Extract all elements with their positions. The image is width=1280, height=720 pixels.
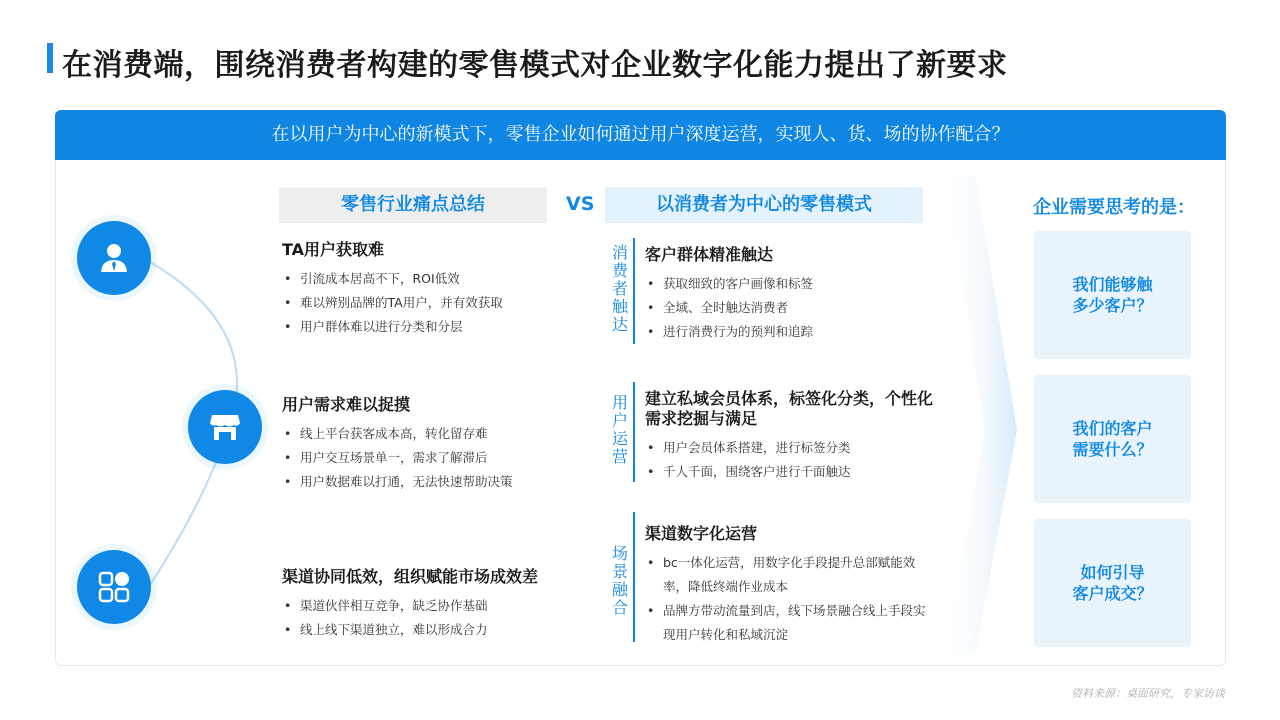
pain-point-item: • 用户交互场景单一，需求了解滞后 (282, 446, 582, 470)
user-icon (77, 221, 151, 295)
question-card (1034, 231, 1191, 359)
mode-label-user-ops: 用户运营 (611, 393, 628, 466)
question-banner: 在以用户为中心的新模式下，零售企业如何通过用户深度运营，实现人、货、场的协作配合？ (55, 110, 1226, 160)
pain-point-title: 用户需求难以捉摸 (282, 395, 411, 414)
page-title: 在消费端，围绕消费者构建的零售模式对企业数字化能力提出了新要求 (62, 48, 1008, 83)
question-card (1034, 519, 1191, 647)
mode-item: • 千人千面，围绕客户进行千面触达 (645, 460, 940, 484)
mode-item: • 用户会员体系搭建，进行标签分类 (645, 436, 940, 460)
mode-label-scene-fusion: 场景融合 (611, 544, 628, 617)
pain-point-title: TA用户获取难 (282, 240, 385, 259)
mode-item: • 品牌方带动流量到店，线下场景融合线上手段实现用户转化和私域沉淀 (645, 599, 930, 647)
question-line: 我们的客户 (1072, 419, 1153, 438)
mode-divider (633, 238, 635, 344)
consumer-mode-header: 以消费者为中心的零售模式 (605, 187, 923, 223)
question-line: 如何引导 (1080, 563, 1145, 582)
source-note: 资料来源：桌面研究，专家访谈 (1071, 687, 1225, 700)
pain-point-item: • 线上平台获客成本高，转化留存难 (282, 422, 582, 446)
question-card (1034, 375, 1191, 503)
pain-point-block (282, 240, 582, 339)
question-line: 客户成交？ (1072, 584, 1153, 603)
pain-point-item: • 线上线下渠道独立，难以形成合力 (282, 618, 582, 642)
pain-point-block (282, 395, 582, 494)
question-line: 需要什么？ (1072, 440, 1153, 459)
pain-point-item: • 用户群体难以进行分类和分层 (282, 315, 582, 339)
vs-label: VS (566, 193, 595, 215)
mode-divider (633, 512, 635, 642)
chevron-arrow-icon (945, 175, 1025, 655)
store-icon (188, 390, 262, 464)
mode-item: • 获取细致的客户画像和标签 (645, 272, 945, 296)
mode-item: • 进行消费行为的预判和追踪 (645, 320, 945, 344)
pain-point-item: • 引流成本居高不下，ROI低效 (282, 267, 582, 291)
pain-point-title: 渠道协同低效，组织赋能市场成效差 (282, 567, 539, 586)
mode-block (645, 524, 930, 647)
question-line: 我们能够触 (1072, 275, 1153, 294)
pain-point-block (282, 567, 582, 642)
mode-title: 建立私域会员体系，标签化分类，个性化需求挖掘与满足 (645, 389, 934, 428)
pain-points-header: 零售行业痛点总结 (279, 187, 547, 223)
pain-point-item: • 用户数据难以打通，无法快速帮助决策 (282, 470, 582, 494)
pain-point-item: • 难以辨别品牌的TA用户，并有效获取 (282, 291, 582, 315)
mode-title: 渠道数字化运营 (645, 524, 758, 543)
mode-divider (633, 382, 635, 482)
mode-block (645, 389, 940, 484)
mode-block (645, 245, 945, 344)
question-line: 多少客户？ (1072, 296, 1153, 315)
mode-item: • 全域、全时触达消费者 (645, 296, 945, 320)
mode-label-consumer-reach: 消费者触达 (611, 243, 628, 334)
pain-point-item: • 渠道伙伴相互竞争，缺乏协作基础 (282, 594, 582, 618)
mode-title: 客户群体精准触达 (645, 245, 774, 264)
mode-item: • bc一体化运营，用数字化手段提升总部赋能效率，降低终端作业成本 (645, 551, 930, 599)
apps-icon (77, 550, 151, 624)
think-header: 企业需要思考的是： (1033, 197, 1195, 218)
